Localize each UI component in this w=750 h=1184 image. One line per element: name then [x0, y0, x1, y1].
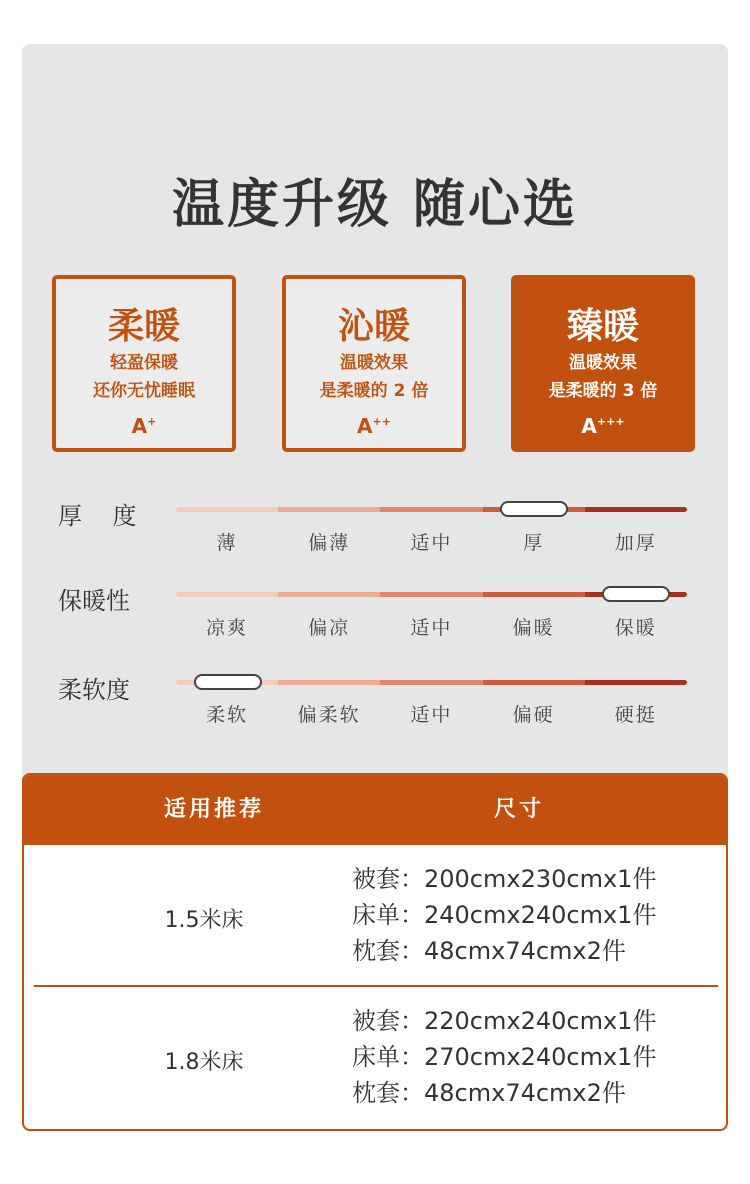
size-line: 被套：220cmx240cmx1件 — [352, 1007, 657, 1035]
attribute-label: 保暖性 — [58, 587, 130, 615]
scale-tick-label: 凉爽 — [205, 617, 248, 639]
scale-tick-label: 保暖 — [614, 617, 657, 639]
scale-segment — [380, 507, 482, 512]
card-zhennuan[interactable] — [511, 275, 695, 452]
card-line1: 温暖效果 — [340, 353, 408, 373]
scale-tick-label: 柔软 — [205, 704, 248, 726]
attribute-label: 柔软度 — [58, 676, 130, 704]
card-rounuan[interactable] — [52, 275, 236, 452]
scale-tick-label: 偏硬 — [512, 704, 555, 726]
card-grade: A+ — [131, 414, 157, 438]
card-line2: 还你无忧睡眠 — [93, 381, 195, 401]
scale-segment — [483, 592, 585, 597]
size-line: 床单：240cmx240cmx1件 — [352, 901, 657, 929]
scale-track — [176, 507, 687, 512]
scale-tick-label: 偏凉 — [308, 617, 351, 639]
bed-size-label: 1.5米床 — [164, 908, 244, 933]
size-line: 枕套：48cmx74cmx2件 — [352, 1079, 626, 1107]
scale-indicator — [602, 586, 670, 602]
size-table — [22, 773, 728, 1131]
scale-segment — [380, 592, 482, 597]
card-line1: 轻盈保暖 — [110, 353, 178, 373]
card-name: 沁暖 — [337, 306, 410, 347]
scale-tick-label: 偏薄 — [308, 532, 351, 554]
scale-segment — [278, 680, 380, 685]
scale-segment — [278, 507, 380, 512]
scale-segment — [483, 680, 585, 685]
header-size: 尺寸 — [493, 797, 544, 822]
card-grade: A++ — [357, 414, 391, 438]
scale-tick-label: 适中 — [410, 532, 453, 554]
scale-segment — [176, 507, 278, 512]
scale-segment — [278, 592, 380, 597]
scale-tick-label: 薄 — [216, 532, 238, 554]
scale-segment — [380, 680, 482, 685]
size-list — [352, 861, 656, 969]
attribute-label: 厚 度 — [58, 502, 137, 530]
card-name: 柔暖 — [107, 306, 180, 347]
card-line2: 是柔暖的 2 倍 — [319, 381, 429, 401]
header-recommend: 适用推荐 — [163, 797, 264, 822]
scale-tick-label: 硬挺 — [614, 704, 657, 726]
scale-tick-label: 偏柔软 — [297, 704, 361, 726]
card-line2: 是柔暖的 3 倍 — [548, 381, 658, 401]
scale-segment — [585, 507, 687, 512]
scale-tick-label: 适中 — [410, 704, 453, 726]
scale-tick-label: 加厚 — [614, 532, 657, 554]
scale-tick-label: 厚 — [523, 532, 545, 554]
size-list — [352, 1003, 656, 1111]
size-line: 被套：200cmx230cmx1件 — [352, 865, 657, 893]
card-grade: A+++ — [581, 414, 625, 438]
scale-segment — [585, 680, 687, 685]
scale-indicator — [500, 501, 568, 517]
card-line1: 温暖效果 — [569, 353, 637, 373]
size-line: 枕套：48cmx74cmx2件 — [352, 937, 626, 965]
scale-tick-label: 适中 — [410, 617, 453, 639]
page-title: 温度升级 随心选 — [171, 175, 579, 235]
row-divider — [34, 985, 718, 987]
scale-indicator — [194, 674, 262, 690]
card-name: 臻暖 — [566, 306, 639, 347]
table-header — [24, 775, 726, 845]
bed-size-label: 1.8米床 — [164, 1050, 244, 1075]
card-qinnuan[interactable] — [282, 275, 466, 452]
scale-segment — [176, 592, 278, 597]
scale-tick-label: 偏暖 — [512, 617, 555, 639]
size-line: 床单：270cmx240cmx1件 — [352, 1043, 657, 1071]
